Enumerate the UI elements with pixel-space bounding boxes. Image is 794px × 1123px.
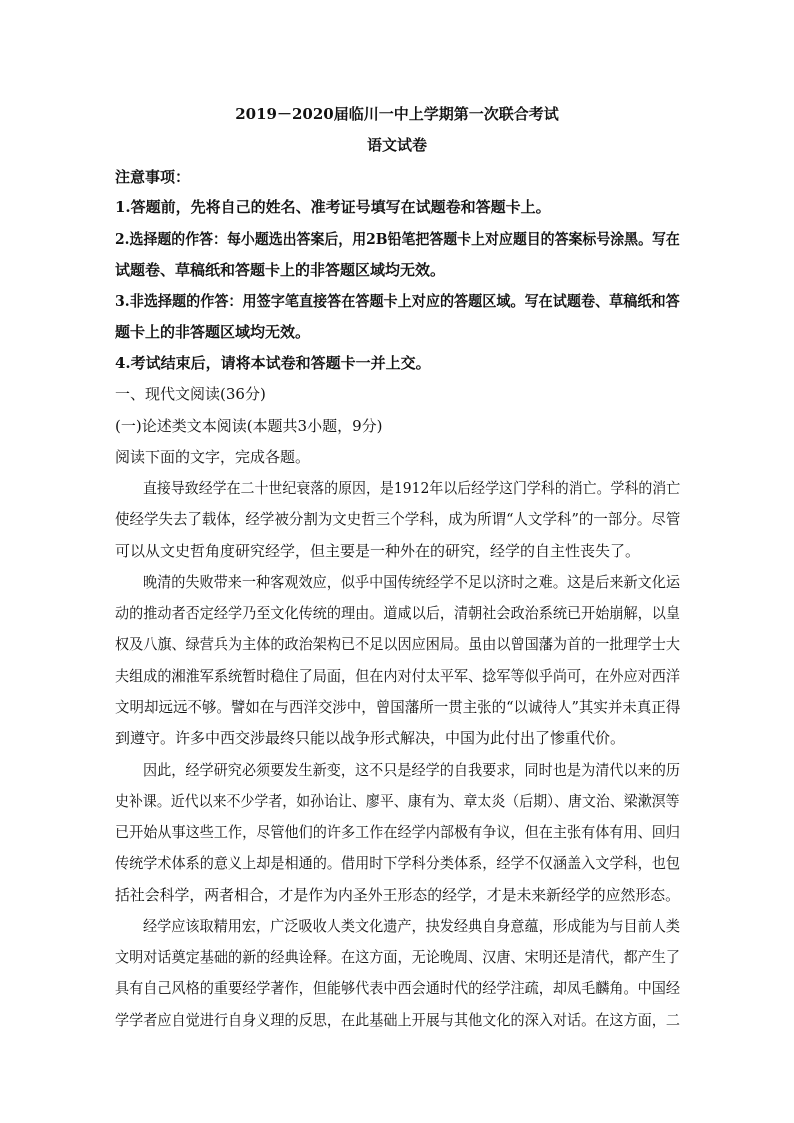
notice-line: 4.考试结束后，请将本试卷和答题卡一并上交。 [115, 354, 431, 372]
passage-line: 到遵守。许多中西交涉最终只能以战争形式解决，中国为此付出了惨重代价。 [115, 729, 626, 747]
passage-line: 动的推动者否定经学乃至文化传统的理由。道咸以后，清朝社会政治系统已开始崩解，以皇 [115, 604, 681, 622]
passage-line: 经学应该取精用宏，广泛吸收人类文化遗产，抉发经典自身意蕴，形成能为与目前人类 [143, 917, 681, 935]
passage-line: 可以从文史哲角度研究经学，但主要是一种外在的研究，经学的自主性丧失了。 [115, 542, 641, 560]
passage-line: 史补课。近代以来不少学者，如孙诒让、廖平、康有为、章太炎（后期）、唐文治、梁漱溟等 [115, 792, 680, 810]
notice-line: 题卡上的非答题区域均无效。 [115, 323, 311, 341]
passage-line: 因此，经学研究必须要发生新变，这不只是经学的自我要求，同时也是为清代以来的历 [143, 761, 681, 779]
section-subheading: (一)论述类文本阅读(本题共3小题，9分) [115, 417, 383, 435]
passage-line: 学学者应自觉进行自身义理的反思，在此基础上开展与其他文化的深入对话。在这方面，二 [115, 1011, 681, 1029]
passage-line: 晚清的失败带来一种客观效应，似乎中国传统经学不足以济时之难。这是后来新文化运 [143, 573, 681, 591]
section-heading: 一、现代文阅读(36分) [115, 385, 266, 403]
passage-line: 使经学失去了载体，经学被分割为文史哲三个学科，成为所谓“人文学科”的一部分。尽管 [115, 510, 681, 528]
passage-line: 具有自己风格的重要经学著作，但能够代表中西会通时代的经学注疏，却凤毛麟角。中国经 [115, 979, 681, 997]
notice-heading: 注意事项： [115, 168, 191, 186]
passage-line: 夫组成的湘淮军系统暂时稳住了局面，但在内对付太平军、捻军等似乎尚可，在外应对西洋 [115, 667, 681, 685]
passage-line: 权及八旗、绿营兵为主体的政治架构已不足以因应困局。虽由以曾国藩为首的一批理学士大 [115, 635, 681, 653]
passage-line: 直接导致经学在二十世纪衰落的原因，是1912年以后经学这门学科的消亡。学科的消亡 [143, 479, 681, 497]
passage-line: 已开始从事这些工作，尽管他们的许多工作在经学内部极有争议，但在主张有体有用、回归 [115, 823, 681, 841]
paper-title: 语文试卷 [366, 136, 427, 154]
notice-line: 试题卷、草稿纸和答题卡上的非答题区域均无效。 [115, 261, 446, 279]
passage-line: 文明对话奠定基础的新的经典诠释。在这方面，无论晚周、汉唐、宋明还是清代，都产生了 [115, 948, 681, 966]
section-instruction: 阅读下面的文字，完成各题。 [115, 448, 311, 466]
passage-line: 传统学术体系的意义上却是相通的。借用时下学科分类体系，经学不仅涵盖入文学科，也包 [115, 854, 681, 872]
notice-line: 1.答题前，先将自己的姓名、准考证号填写在试题卷和答题卡上。 [115, 198, 551, 216]
passage-line: 括社会科学，两者相合，才是作为内圣外王形态的经学，才是未来新经学的应然形态。 [115, 886, 680, 904]
notice-line: 2.选择题的作答：每小题选出答案后，用2B铅笔把答题卡上对应题目的答案标号涂黑。写在 [115, 230, 680, 248]
passage-line: 文明却远远不够。譬如在与西洋交涉中，曾国藩所一贯主张的“以诚待人”其实并未真正得 [115, 698, 681, 716]
exam-title: 2019－2020届临川一中上学期第一次联合考试 [235, 105, 559, 123]
notice-line: 3.非选择题的作答：用签字笔直接答在答题卡上对应的答题区域。写在试题卷、草稿纸和答 [115, 292, 680, 310]
